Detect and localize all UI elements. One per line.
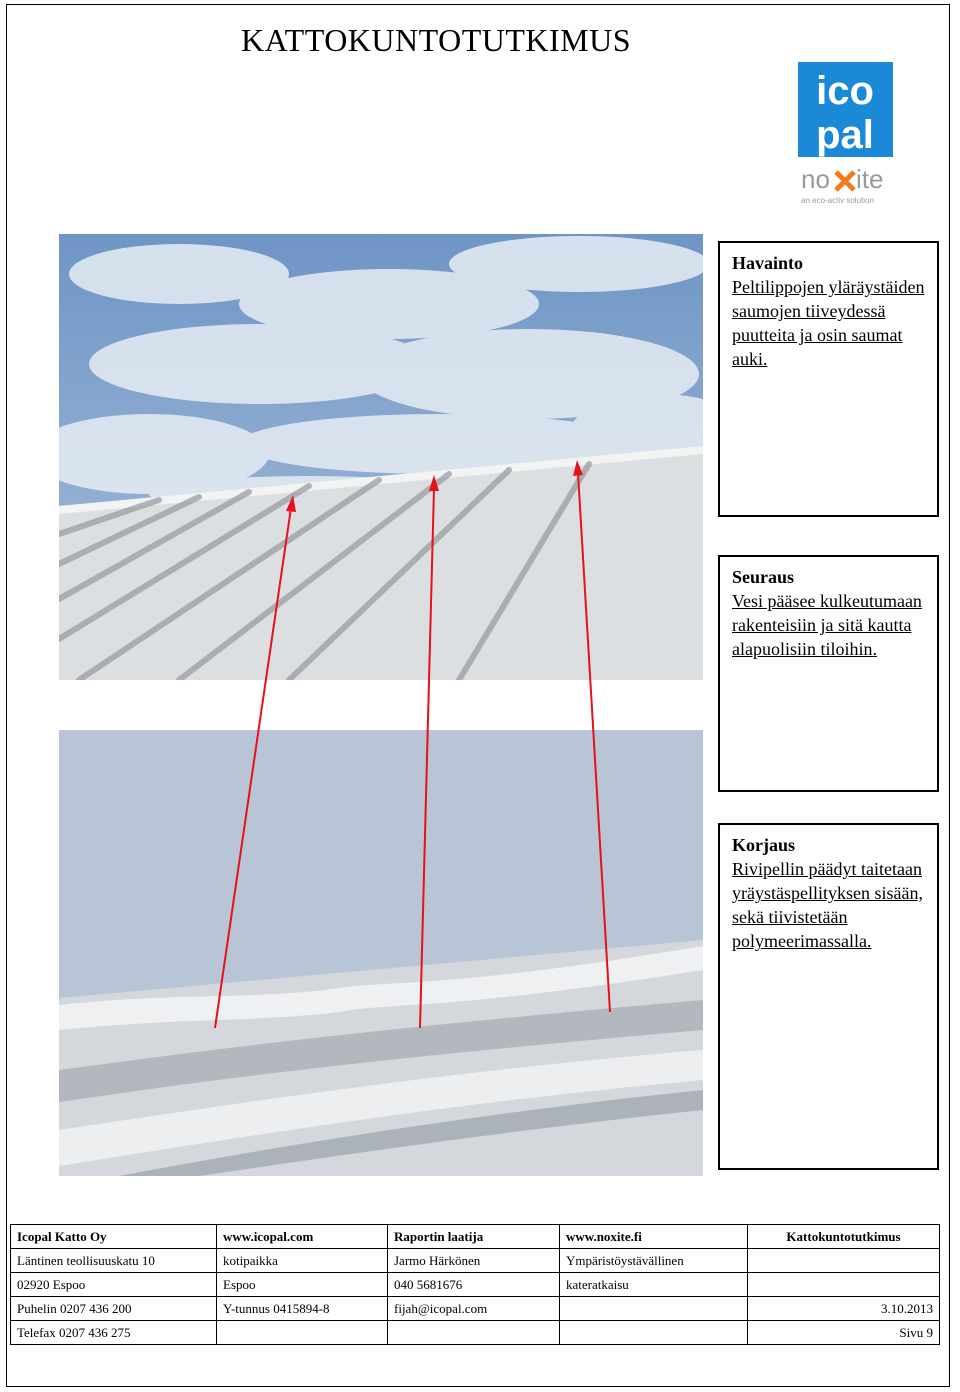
footer-noxite-link[interactable]: www.noxite.fi [560,1225,748,1249]
footer-row [11,1249,940,1273]
footer-eco-sub: kateratkaisu [560,1273,748,1297]
footer-empty-cell [748,1273,940,1297]
footer-author-email[interactable]: fijah@icopal.com [388,1297,560,1321]
footer-domicile: Espoo [217,1273,388,1297]
footer-fax: Telefax 0207 436 275 [11,1321,217,1345]
footer-author-phone: 040 5681676 [388,1273,560,1297]
document-title: KATTOKUNTOTUTKIMUS [241,22,632,58]
footer-table [10,1224,940,1345]
footer-row [11,1273,940,1297]
roof-photo-closeup [59,730,703,1176]
icopal-noxite-logo [796,62,902,212]
footer-postal: 02920 Espoo [11,1273,217,1297]
consequence-heading: Seuraus [732,567,795,587]
footer-date: 3.10.2013 [748,1297,940,1321]
footer-row [11,1321,940,1345]
svg-text:an eco-activ solution: an eco-activ solution [801,196,874,205]
roof-photo-overview [59,234,703,680]
observation-text: Peltilippojen yläräystäiden saumojen tiiveydessä puutteita ja osin saumat auki. [732,277,925,369]
footer-empty-cell [388,1321,560,1345]
svg-text:pal: pal [816,113,874,157]
footer-empty-cell [217,1321,388,1345]
footer-report-name: Kattokuntotutkimus [748,1225,940,1249]
svg-text:ico: ico [816,69,874,113]
footer-empty-cell [748,1249,940,1273]
svg-text:no: no [801,164,830,194]
footer-page-number: Sivu 9 [748,1321,940,1345]
footer-eco-label: Ympäristöystävällinen [560,1249,748,1273]
footer-empty-cell [560,1321,748,1345]
footer-author-name: Jarmo Härkönen [388,1249,560,1273]
repair-text: Rivipellin päädyt taitetaan yräystäspellityksen sisään, sekä tiivistetään polymeerimassalla. [732,859,923,951]
svg-text:ite: ite [856,164,884,194]
footer-company: Icopal Katto Oy [11,1225,217,1249]
footer-website-link[interactable]: www.icopal.com [217,1225,388,1249]
footer-address: Läntinen teollisuuskatu 10 [11,1249,217,1273]
footer-business-id: Y-tunnus 0415894-8 [217,1297,388,1321]
footer-author-label: Raportin laatija [388,1225,560,1249]
repair-heading: Korjaus [732,835,795,855]
footer-phone: Puhelin 0207 436 200 [11,1297,217,1321]
footer-empty-cell [560,1297,748,1321]
observation-box [718,241,939,517]
consequence-text: Vesi pääsee kulkeutumaan rakenteisiin ja sitä kautta alapuolisiin tiloihin. [732,591,922,659]
repair-box [718,823,939,1170]
observation-heading: Havainto [732,253,804,273]
footer-row [11,1225,940,1249]
footer-row [11,1297,940,1321]
footer-domicile-label: kotipaikka [217,1249,388,1273]
consequence-box [718,555,939,792]
